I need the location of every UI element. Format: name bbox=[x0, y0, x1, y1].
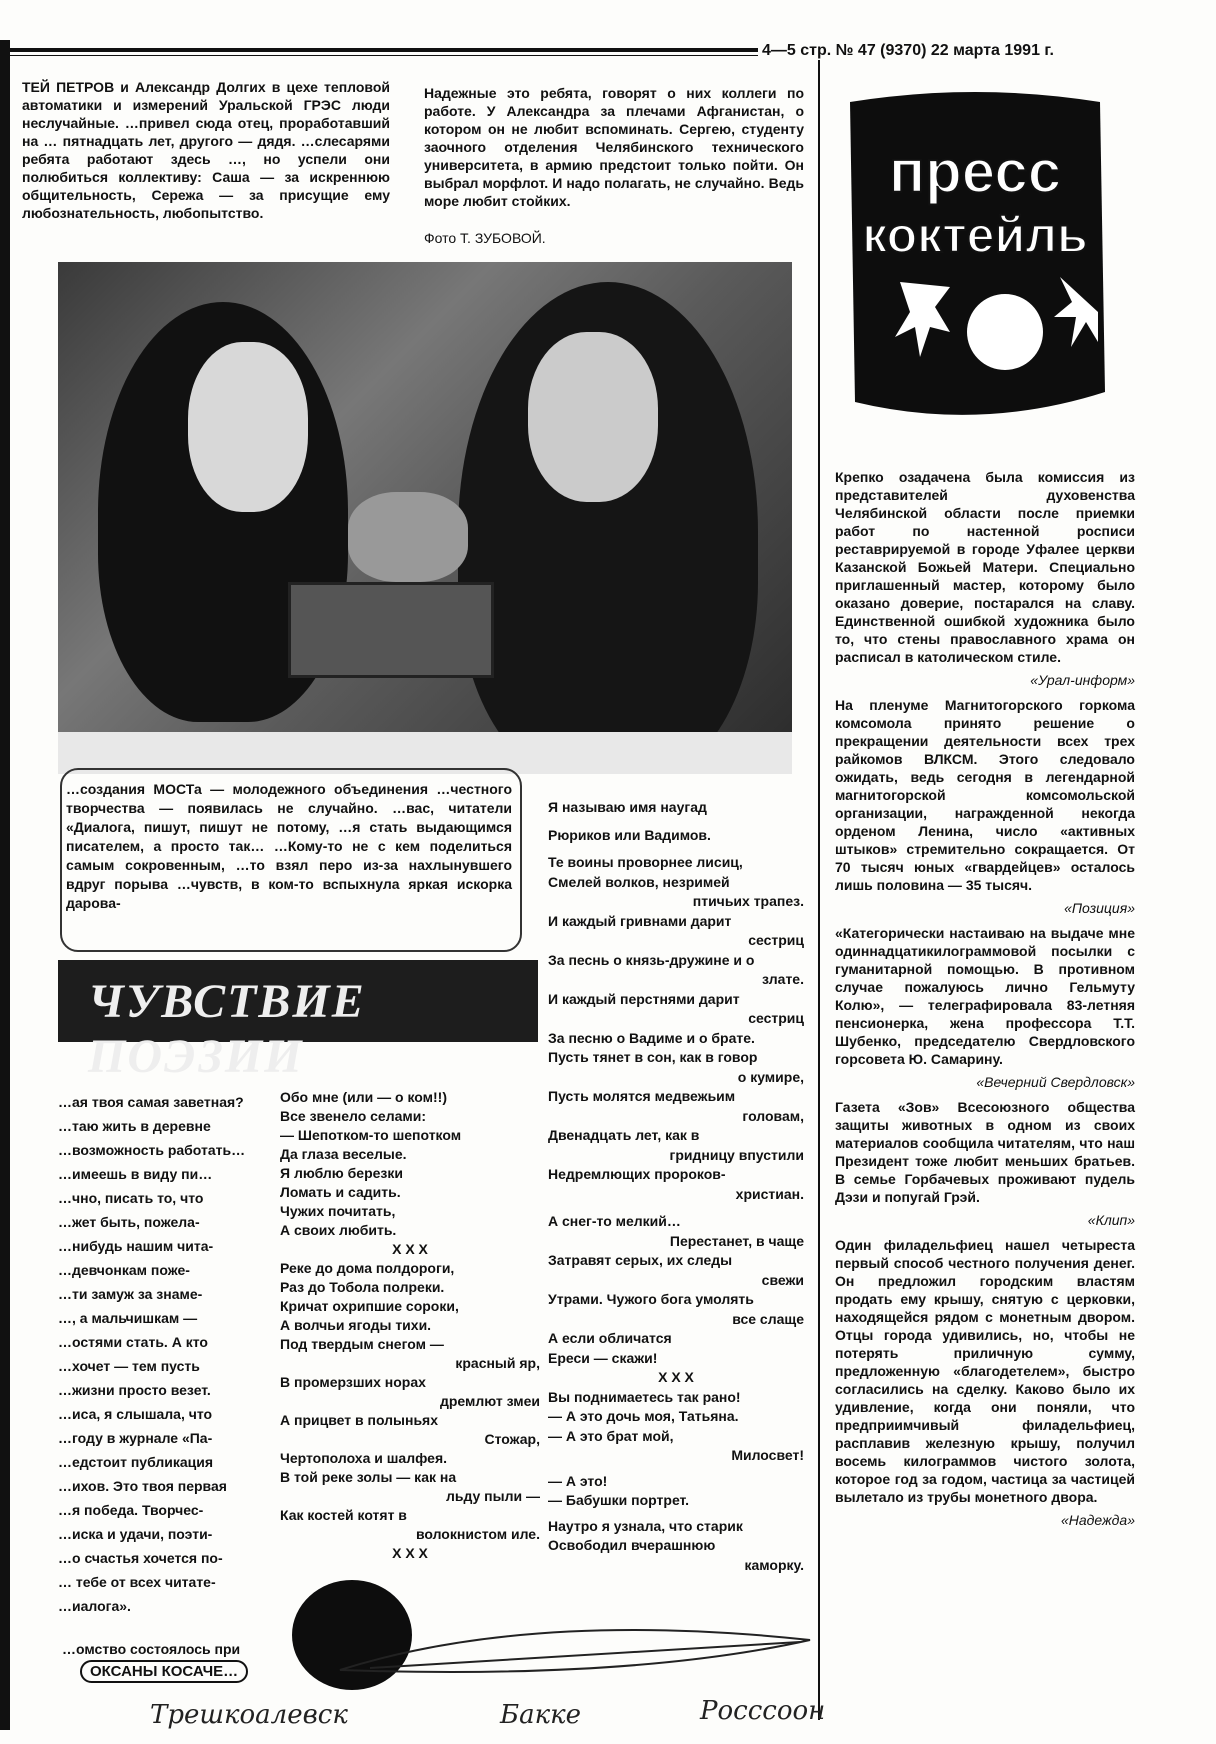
header-rule-thin bbox=[8, 55, 758, 56]
poem2-line: Ереси — скажи! bbox=[548, 1349, 658, 1366]
column-rule bbox=[818, 60, 820, 1720]
interview-line: …ая твоя самая заветная? bbox=[58, 1094, 244, 1110]
interview-line: …я победа. Творчес- bbox=[58, 1502, 204, 1518]
circuit-board bbox=[288, 582, 494, 678]
poem2-line: А снег-то мелкий… bbox=[548, 1213, 681, 1229]
news-source-4: «Клип» bbox=[1087, 1212, 1135, 1228]
poem2-line: Утрами. Чужого бога умолять bbox=[548, 1291, 754, 1307]
globe-icon bbox=[967, 294, 1043, 370]
wires bbox=[348, 492, 468, 582]
feather-icon bbox=[330, 1610, 830, 1690]
interview-line: …о счастья хочется по- bbox=[58, 1550, 223, 1566]
interview-line: …жет быть, пожела- bbox=[58, 1214, 200, 1230]
poem2-line: сестриц bbox=[748, 1010, 804, 1026]
poem1-line: А волчьи ягоды тихи. bbox=[280, 1317, 432, 1333]
poem2-line: свежи bbox=[761, 1271, 804, 1288]
poem2-line: Смелей волков, незримей bbox=[548, 873, 730, 890]
poem1-line: В промерзших норах bbox=[280, 1374, 426, 1390]
interview-line: …нибудь нашим чита- bbox=[58, 1238, 214, 1254]
poem2-line: Пусть молятся медвежьим bbox=[548, 1088, 736, 1104]
poem1-line: Все звенело селами: bbox=[280, 1108, 427, 1124]
interview-line: …иска и удачи, поэти- bbox=[58, 1526, 213, 1542]
poem1-line: красный яр, bbox=[455, 1355, 540, 1371]
interview-line: … тебе от всех читате- bbox=[58, 1574, 216, 1590]
poem2-line: Те воины проворнее лисиц, bbox=[548, 854, 743, 870]
poem1-line: Стожар, bbox=[484, 1431, 540, 1447]
poem1-separator: Х Х Х bbox=[392, 1545, 428, 1561]
poem1-line: льду пыли — bbox=[445, 1488, 540, 1504]
news-source-2: «Позиция» bbox=[1064, 900, 1135, 916]
poem1-line: А своих любить. bbox=[280, 1222, 397, 1238]
poem1-line: Чертополоха и шалфея. bbox=[280, 1450, 448, 1466]
poem2-line: птичьих трапез. bbox=[692, 893, 804, 909]
headline-banner bbox=[58, 960, 538, 1083]
poem2-line: христиан. bbox=[735, 1185, 804, 1202]
poem1-line: В той реке золы — как на bbox=[280, 1469, 457, 1485]
press-cocktail-logo bbox=[830, 92, 1120, 452]
poem2-line: — Бабушки портрет. bbox=[548, 1492, 690, 1508]
poem1-line: А прицвет в полыньях bbox=[280, 1412, 439, 1428]
poem1-line: Под твердым снегом — bbox=[280, 1336, 444, 1352]
interview-line: …хочет — тем пусть bbox=[58, 1358, 200, 1374]
poem2-line: гридницу впустили bbox=[669, 1146, 804, 1163]
poem2-line: Я называю имя наугад bbox=[548, 799, 707, 815]
poem-1 bbox=[280, 1088, 540, 1563]
signature-1: Трешкоалевск bbox=[150, 1700, 348, 1730]
news-item-1: Крепко озадачена была комиссия из представителей духовенства Челябинской области после приемки работ по настенной росписи реставрируемой в городе Уфалее церкви Казанской Божьей Матери. Специально приглашенный мастер, которому было оказано доверие, постарался на славу. Единственной ошибкой художника было то, что стены православного храма он расписал в католическом стиле. bbox=[835, 469, 1135, 665]
signature-2: Бакке bbox=[500, 1700, 582, 1730]
photo-credit: Фото Т. ЗУБОВОЙ. bbox=[424, 230, 546, 246]
poem2-line: Двенадцать лет, как в bbox=[548, 1127, 700, 1143]
poem1-line: Ломать и садить. bbox=[280, 1184, 401, 1200]
poem2-line: И каждый перстнями дарит bbox=[548, 990, 740, 1007]
news-item-3: «Категорически настаиваю на выдаче мне одиннадцатикилограммовой посылки с гуманитарной помощью. В противном случае пожалуюсь лично Гельмуту Колю», — телеграфировала 83-летняя пенсионерка, жена профессора Т.Т. Шубенко, председателю Свердловского горсовета Ю. Самарину. bbox=[835, 925, 1135, 1067]
face-left bbox=[188, 342, 308, 512]
poem1-line: Раз до Тобола полреки. bbox=[280, 1279, 445, 1295]
poem2-line: Вы поднимаетесь так рано! bbox=[548, 1388, 741, 1405]
poem1-line: Как костей котят в bbox=[280, 1507, 407, 1523]
poem2-line: каморку. bbox=[744, 1556, 804, 1573]
news-item-2: На пленуме Магнитогорского горкома комсомола принято решение о прекращении деятельности всех трех райкомов ВЛКСМ. Этого следовало ожидать, ведь сегодня в легендарной магнитогорской комсомольской организации, награжденной некогда орденом Ленина, число «активных штыков» стремительно сокращается. От 70 тысяч юных «гвардейцев» осталось лишь половина — 35 тысяч. bbox=[835, 697, 1135, 893]
news-column bbox=[835, 468, 1135, 1528]
poem1-line: Реке до дома полдороги, bbox=[280, 1260, 455, 1276]
interview-line: …иса, я слышала, что bbox=[58, 1406, 213, 1422]
top-mid-caption: Надежные это ребята, говорят о них коллеги по работе. У Александра за плечами Афганистан, о котором он не любит вспоминать. Сергею, студенту заочного отделения Челябинского технического университета, в армию предстоит только пойти. Он выбрал морфлот. И надо полагать, не случайно. Ведь море любит стойких. bbox=[424, 85, 804, 209]
poem2-line: Милосвет! bbox=[731, 1447, 804, 1463]
face-right bbox=[528, 332, 658, 502]
poem1-line: дремлют змеи bbox=[439, 1393, 540, 1409]
author-name: ОКСАНЫ КОСАЧЕ… bbox=[80, 1660, 248, 1683]
news-source-5: «Надежда» bbox=[1061, 1512, 1135, 1528]
poem2-line: — А это! bbox=[548, 1472, 608, 1489]
poem2-line: Перестанет, в чаще bbox=[669, 1232, 804, 1249]
poem2-line: головам, bbox=[742, 1107, 804, 1124]
interview-line: …девчонкам поже- bbox=[58, 1262, 190, 1278]
poem1-line: Я люблю березки bbox=[280, 1165, 403, 1181]
poem2-line: сестриц bbox=[748, 932, 804, 948]
poem2-line: — А это дочь моя, Татьяна. bbox=[548, 1408, 739, 1424]
left-margin-bar bbox=[0, 40, 10, 1730]
logo-title-2: коктейль bbox=[862, 207, 1088, 263]
news-item-4: Газета «Зов» Всесоюзного общества защиты животных в одном из своих материалов сообщила читателям, что наш Президент тоже любит меньших братьев. В семье Горбачевых проживают пудель Дэзи и попугай Грэй. bbox=[835, 1099, 1135, 1205]
poem2-line: о кумире, bbox=[737, 1068, 804, 1085]
poem2-line: Недремлющих пророков- bbox=[548, 1166, 726, 1182]
headline-text: ЧУВСТВИЕ ПОЭЗИИ bbox=[88, 975, 366, 1083]
interview-line: …году в журнале «Па- bbox=[58, 1430, 213, 1446]
interview-line: …, а мальчишкам — bbox=[58, 1310, 198, 1326]
logo-title-1: пресс bbox=[888, 138, 1062, 205]
interview-line: …жизни просто везет. bbox=[58, 1382, 211, 1398]
poem2-line: И каждый гривнами дарит bbox=[548, 912, 732, 929]
news-item-5: Один филадельфиец нашел четыреста первый способ честного получения денег. Он предложил городским властям продать ему крышу, снятую с церковки, находящейся рядом с монетным двором. Отцы города удивились, но, чтобы не потерять приличную сумму, предложенную «благодетелем», быстро согласились на сделку. Каково было их удивление, когда они поняли, что предприимчивый филадельфиец, расплавив железную крышу, получил восемь килограммов чистого золота, которое год за годом, частица за частицей вылетало из трубы монетного двора. bbox=[835, 1237, 1135, 1505]
interview-line: …ихов. Это твоя первая bbox=[58, 1478, 227, 1494]
interview-line: …имеешь в виду пи… bbox=[58, 1166, 213, 1182]
poem2-line: А если обличатся bbox=[548, 1330, 672, 1346]
interview-line: …остями стать. А кто bbox=[58, 1334, 208, 1350]
poem2-line: — А это брат мой, bbox=[548, 1427, 674, 1444]
interview-line: …чно, писать то, что bbox=[58, 1190, 204, 1206]
poem1-separator: Х Х Х bbox=[392, 1241, 428, 1257]
news-source-3: «Вечерний Свердловск» bbox=[976, 1074, 1135, 1090]
poem1-line: Да глаза веселые. bbox=[280, 1146, 407, 1162]
poem2-line: Затравят серых, их следы bbox=[548, 1252, 733, 1268]
poem2-line: За песнь о князь-дружине и о bbox=[548, 951, 755, 968]
poem2-line: Пусть тянет в сон, как в говор bbox=[548, 1049, 758, 1065]
intro-text: …создания МОСТа — молодежного объединения …честного творчества — появилась не случайно. …вас, читатели «Диалога, пишут, пишут не потому, …я стать выдающимся писателем, а просто так… …Кому-то не с кем поделиться самым сокровенным, …то взял перо из-за нахлынувшего вдруг порыва …чувств, в ком-то вспыхнула яркая искорка дарова- bbox=[66, 781, 512, 911]
news-source-1: «Урал-информ» bbox=[1030, 672, 1135, 688]
poem2-line: Рюриков или Вадимов. bbox=[548, 826, 711, 843]
poem1-line: Чужих почитать, bbox=[280, 1203, 396, 1219]
poem2-line: все слаще bbox=[732, 1310, 804, 1327]
interview-column bbox=[58, 1090, 268, 1618]
signature-3: Росссоон bbox=[700, 1696, 826, 1726]
poem1-line: — Шепотком-то шепотком bbox=[280, 1127, 462, 1143]
interview-footer: …омство состоялось при bbox=[62, 1641, 241, 1657]
interview-line: …возможность работать… bbox=[58, 1142, 246, 1158]
photo bbox=[58, 262, 792, 774]
poem1-line: волокнистом иле. bbox=[415, 1526, 540, 1542]
interview-line: …иалога». bbox=[58, 1598, 131, 1614]
poem2-separator: Х Х Х bbox=[658, 1369, 694, 1385]
header-rule bbox=[8, 48, 758, 52]
top-left-caption: ТЕЙ ПЕТРОВ и Александр Долгих в цехе тепловой автоматики и измерений Уральской ГРЭС люди неслучайные. …привел сюда отец, проработавший на … пятнадцать лет, другого — дядя. …слесарями ребята работают здесь …, но успели они полюбиться коллективу: Саша — за искреннюю общительность, Сережа — за присущие ему любознательность, любопытство. bbox=[22, 79, 390, 221]
poem1-line: Кричат охрипшие сороки, bbox=[280, 1298, 459, 1314]
poem-2 bbox=[548, 798, 804, 1575]
poem2-line: злате. bbox=[762, 971, 804, 987]
poem2-line: Наутро я узнала, что старик bbox=[548, 1517, 743, 1534]
poem2-line: Освободил вчерашнюю bbox=[548, 1537, 716, 1553]
poem2-line: За песню о Вадиме и о брате. bbox=[548, 1029, 755, 1046]
interview-line: …таю жить в деревне bbox=[58, 1118, 211, 1134]
poem1-line: Обо мне (или — о ком!!) bbox=[280, 1089, 447, 1105]
masthead: 4—5 стр. № 47 (9370) 22 марта 1991 г. bbox=[762, 42, 1054, 59]
interview-line: …едстоит публикация bbox=[58, 1454, 214, 1470]
interview-line: …ти замуж за знаме- bbox=[58, 1286, 203, 1302]
